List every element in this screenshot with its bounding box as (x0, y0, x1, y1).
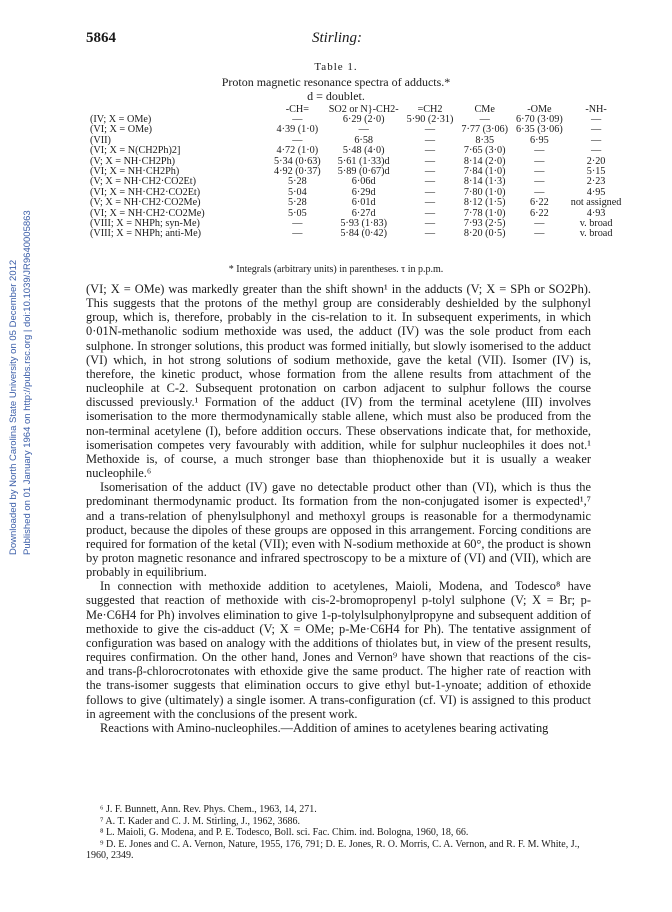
compound-cell: (V; X = NH·CH2·CO2Me) (90, 197, 201, 209)
shift-cell: — (424, 124, 436, 136)
table-title: Table 1. (314, 61, 358, 73)
compound-cell: (VI; X = N(CH2Ph)2] (90, 145, 181, 157)
shift-cell: — (292, 218, 303, 230)
shift-cell: 6·22 (530, 207, 549, 219)
shift-cell: 4·95 (586, 186, 606, 198)
shift-cell: — (590, 124, 602, 136)
shift-cell: 6·35 (3·06) (516, 124, 563, 136)
shift-cell: — (479, 114, 490, 125)
shift-cell: 7·80 (1·0) (463, 186, 506, 198)
shift-cell: — (292, 228, 303, 240)
shift-cell: 5·28 (288, 176, 307, 188)
shift-cell: — (424, 228, 436, 240)
nmr-table (86, 104, 625, 240)
shift-cell: 5·28 (288, 197, 307, 209)
shift-cell: — (590, 134, 602, 146)
shift-cell: 5·61 (1·33)d (337, 155, 390, 167)
shift-cell: 6·95 (530, 134, 549, 146)
shift-cell: — (424, 145, 436, 157)
shift-cell: 5·84 (0·42) (340, 228, 388, 240)
shift-cell: 7·65 (3·0) (463, 145, 506, 157)
paragraph: Isomerisation of the adduct (IV) gave no detectable product other than (VI), which is thus the predominant thermodynamic product. Its formation from the non-conjugated isomer is expected¹,⁷ and a trans-relation of phenylsulphonyl and methoxyl groups is reasonable for a thermodynamic product, because the dipoles of these groups are opposed in this arrangement. Forcing conditions are required for formation of the ketal (VII); even with N-sodium methoxide at 60°, the product is shown by proton magnetic resonance and infrared spectroscopy to be a mixture of (VI) and (VII), which are probably in equilibrium. (86, 480, 591, 580)
shift-cell: — (534, 145, 545, 157)
compound-cell: (V; X = NH·CH2Ph) (90, 155, 176, 167)
compound-cell: (VII) (90, 134, 111, 146)
shift-cell: not assigned (570, 197, 622, 209)
shift-cell: 2·23 (586, 176, 606, 188)
shift-cell: — (424, 186, 436, 198)
table-caption: Proton magnetic resonance spectra of adducts.* (221, 75, 451, 89)
compound-cell: (VI; X = NH·CH2Ph) (90, 166, 180, 178)
shift-cell: — (534, 218, 545, 230)
shift-cell: — (590, 145, 602, 157)
compound-cell: (VI; X = NH·CH2·CO2Me) (90, 207, 205, 219)
shift-cell: 8·12 (1·5) (463, 197, 506, 209)
shift-cell: — (534, 228, 545, 240)
shift-cell: 4·92 (0·37) (274, 166, 321, 178)
shift-cell: 4·72 (1·0) (276, 145, 319, 157)
shift-cell: 5·34 (0·63) (274, 155, 321, 167)
shift-cell: — (424, 155, 436, 167)
shift-cell: 4·39 (1·0) (276, 124, 319, 136)
shift-cell: — (534, 176, 545, 188)
shift-cell: — (590, 114, 602, 125)
shift-cell: — (424, 176, 436, 188)
shift-cell: 6·22 (530, 197, 549, 209)
table-body (86, 115, 625, 240)
column-header: -OMe (527, 104, 552, 115)
reference-item: ⁸ L. Maioli, G. Modena, and P. E. Todesco, Boll. sci. Fac. Chim. ind. Bologna, 1960, 18, 66. (100, 827, 469, 839)
shift-cell: 5·04 (288, 186, 307, 198)
shift-cell: 5·15 (586, 166, 606, 178)
paragraph: In connection with methoxide addition to acetylenes, Maioli, Modena, and Todesco⁸ have suggested that reaction of methoxide with cis-2-bromopropenyl p-tolyl sulphone (V; X = Br; p-Me·C6H4 for Ph) involves elimination to give 1-p-tolylsulphonylpropyne and subsequent addition of methoxide to give the cis-adduct (V; X = OMe; p-Me·C6H4 for Ph). The tentative assignment of configuration was based on analogy with the additions of thiolates but, in view of the present results, requires confirmation. On the other hand, Jones and Vernon⁹ have shown that reactions of the cis- and trans-β-chlorocrotonates with ethoxide give the same product. The higher rate of reaction with the trans-isomer suggests that elimination occurs to give ethyl but-1-ynoate; addition of ethoxide follows to give (ultimately) a single isomer. A trans-configuration (cf. VI) is assigned to this product in agreement with the conclusions of the present work. (86, 579, 591, 721)
reference-item: ⁹ D. E. Jones and C. A. Vernon, Nature, 1955, 176, 791; D. E. Jones, R. O. Morris, C. A. Vernon, and R. F. M. White, J., 1960, 2349. (86, 838, 580, 862)
shift-cell: 6·29 (2·0) (342, 114, 385, 125)
column-header: -CH= (285, 104, 309, 115)
shift-cell: — (534, 166, 545, 178)
shift-cell: — (424, 197, 436, 209)
reference-item: ⁷ A. T. Kader and C. J. M. Stirling, J., 1962, 3686. (100, 815, 301, 827)
download-note: Downloaded by North Carolina State University on 05 December 2012 (8, 259, 19, 555)
compound-cell: (VI; X = OMe) (90, 124, 153, 136)
table-row (86, 229, 625, 239)
shift-cell: 2·20 (586, 155, 606, 167)
shift-cell: v. broad (579, 228, 613, 240)
compound-cell: (VI; X = NH·CH2·CO2Et) (90, 186, 201, 198)
shift-cell: — (424, 218, 436, 230)
compound-cell: (VIII; X = NHPh; syn-Me) (90, 218, 200, 230)
compound-cell: (VIII; X = NHPh; anti-Me) (90, 228, 201, 240)
column-header: CMe (474, 104, 495, 115)
shift-cell: — (424, 134, 436, 146)
page-header (86, 30, 586, 50)
running-title: Stirling: (312, 30, 363, 46)
shift-cell: — (534, 186, 545, 198)
column-header: =CH2 (417, 104, 443, 115)
body-text (86, 282, 591, 735)
shift-cell: 6·58 (354, 134, 374, 146)
shift-cell: v. broad (579, 218, 613, 230)
shift-cell: 8·14 (2·0) (463, 155, 506, 167)
table-footnote: * Integrals (arbitrary units) in parentheses. τ in p.p.m. (228, 264, 444, 275)
paragraph: Reactions with Amino-nucleophiles.—Addition of amines to acetylenes bearing activating (100, 720, 549, 735)
shift-cell: 4·93 (586, 207, 606, 219)
references (86, 804, 591, 862)
shift-cell: 5·48 (4·0) (342, 145, 385, 157)
shift-cell: 5·90 (2·31) (406, 114, 454, 125)
shift-cell: 6·70 (3·09) (516, 114, 563, 125)
shift-cell: — (534, 155, 545, 167)
compound-cell: (V; X = NH·CH2·CO2Et) (90, 176, 197, 188)
paragraph: (VI; X = OMe) was markedly greater than the shift shown¹ in the adducts (V; X = SPh or SO2Ph). This suggests that the protons of the methyl group are considerably deshielded by the sulphonyl group, which is, therefore, probably in the cis-relation to it. In subsequent experiments, in which 0·01N-methanolic sodium methoxide was used, the adduct (IV) was the sole product from each sulphone. In stronger solutions, this product was formed initially, but slowly isomerised to the adduct (VI) which, in hot strong solutions of sodium methoxide, gave the ketal (VII). Isomer (IV) is, therefore, the kinetic product, whose formation from the allene results from attachment of the nucleophile at C-2. Subsequent protonation on carbon adjacent to sulphur follows the course discussed previously.¹ Formation of the adduct (IV) from the terminal acetylene (III) involves isomerisation to the more thermodynamically stable allene, which must also be produced from the non-terminal acetylene (I), before addition occurs. These observations indicate that, for methoxide, isomerisation competes very favourably with addition, while for sulphur nucleophiles it does not.¹ Methoxide is, of course, a much stronger base than thiophenoxide but it is usually a weaker nucleophile.⁶ (86, 282, 591, 481)
shift-cell: — (292, 114, 303, 125)
shift-cell: 6·06d (351, 176, 376, 188)
shift-cell: 5·93 (1·83) (340, 218, 388, 230)
shift-cell: 6·01d (351, 197, 376, 209)
shift-cell: 8·14 (1·3) (463, 176, 506, 188)
shift-cell: 8·20 (0·5) (463, 228, 506, 240)
shift-cell: 6·29d (351, 186, 376, 198)
shift-cell: 5·05 (288, 207, 307, 219)
shift-cell: — (424, 166, 436, 178)
reference-item: ⁶ J. F. Bunnett, Ann. Rev. Phys. Chem., 1963, 14, 271. (100, 804, 317, 815)
table-caption-note: d = doublet. (307, 89, 365, 103)
compound-cell: (IV; X = OMe) (90, 114, 152, 125)
page-number: 5864 (86, 30, 116, 46)
shift-cell: 7·77 (3·06) (461, 124, 509, 136)
shift-cell: 8·35 (475, 134, 495, 146)
shift-cell: — (424, 207, 436, 219)
shift-cell: 7·93 (2·5) (463, 218, 506, 230)
shift-cell: 6·27d (351, 207, 376, 219)
shift-cell: — (358, 124, 369, 136)
publication-note: Published on 01 January 1964 on http://pubs.rsc.org | doi:10.1039/JR9640005863 (22, 210, 33, 555)
shift-cell: 7·84 (1·0) (463, 166, 506, 178)
shift-cell: 7·78 (1·0) (463, 207, 506, 219)
shift-cell: 5·89 (0·67)d (337, 166, 390, 178)
shift-cell: — (292, 134, 303, 146)
column-header: -NH- (585, 104, 607, 115)
column-header: SO2 or N}-CH2- (328, 104, 399, 115)
